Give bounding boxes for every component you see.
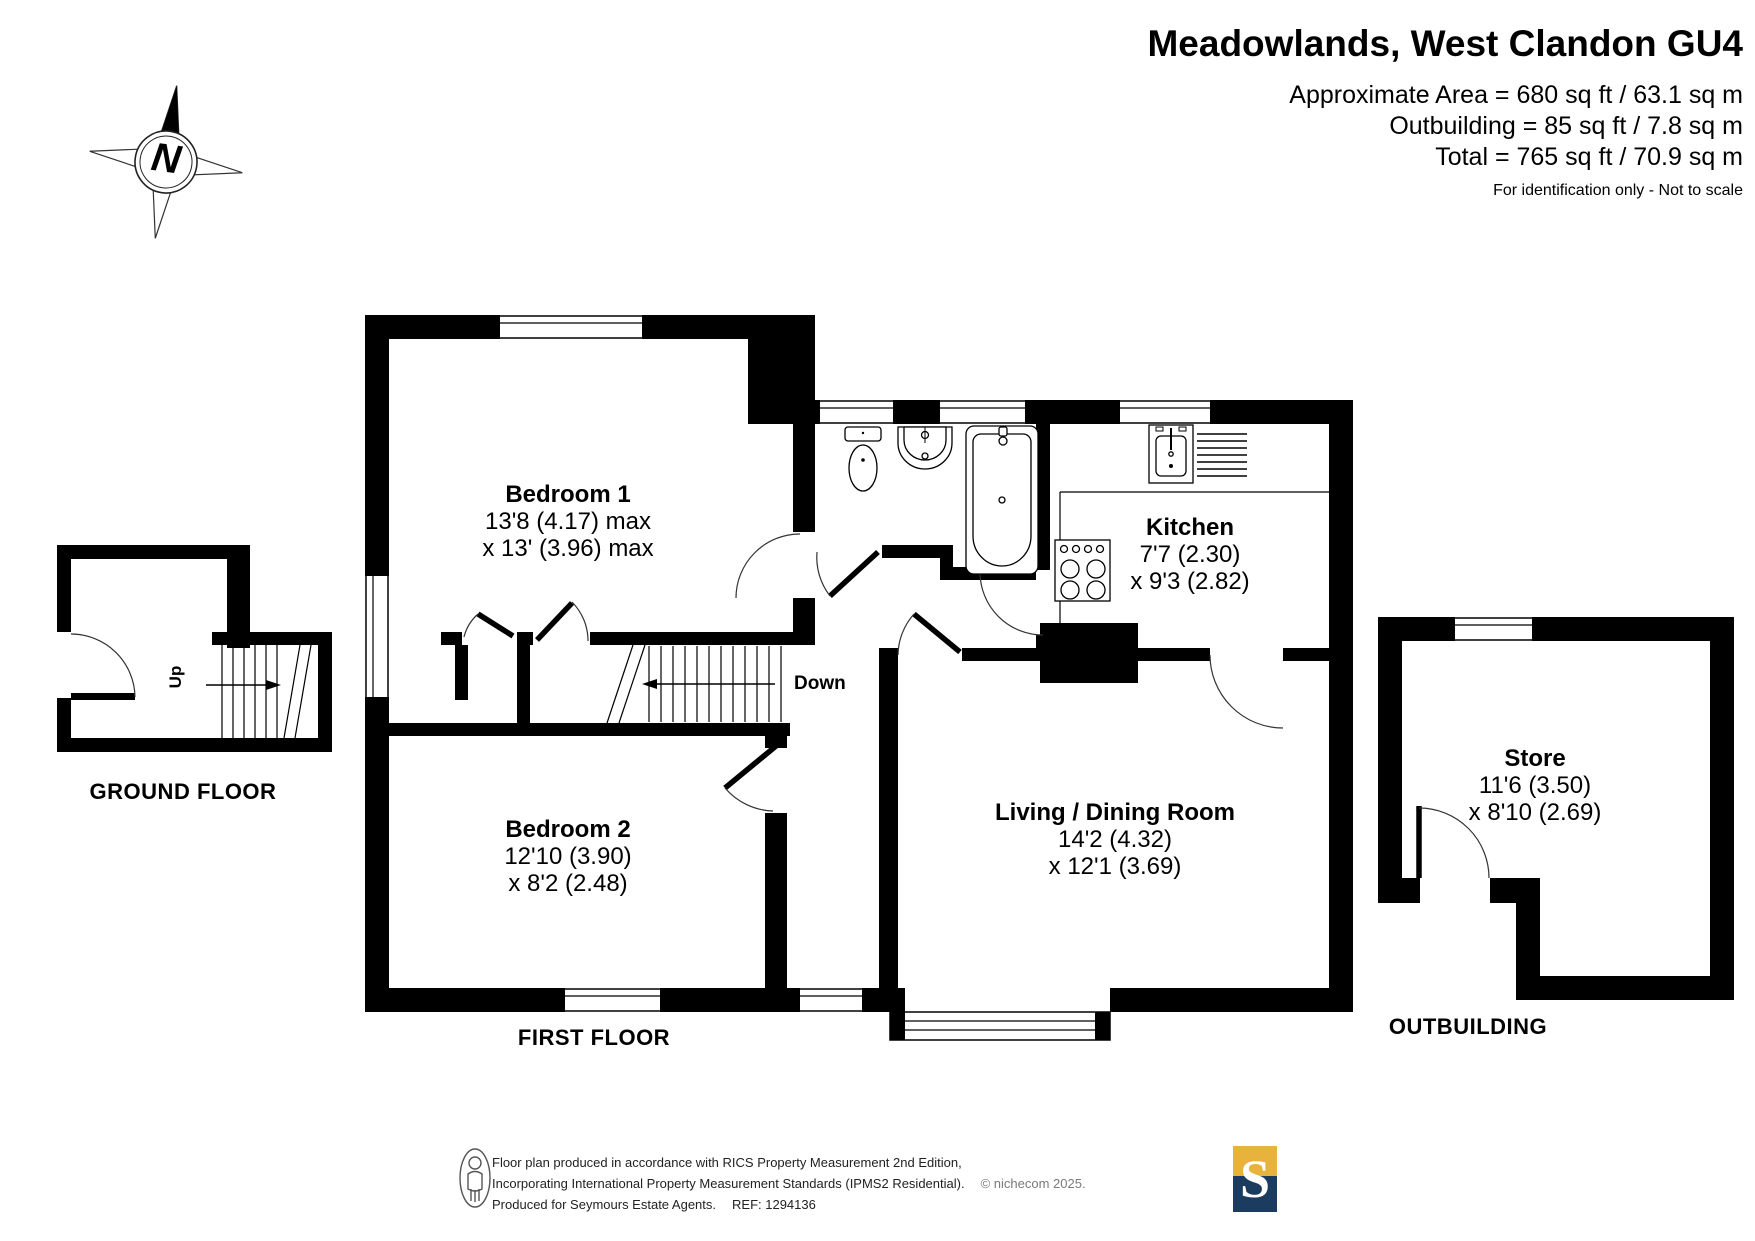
footer-copyright: © nichecom 2025. xyxy=(980,1176,1086,1191)
ground-stairs-icon xyxy=(222,645,311,738)
ground-floor-walls xyxy=(57,545,332,752)
footer-line1: Floor plan produced in accordance with RICS Property Measurement 2nd Edition, xyxy=(492,1155,962,1170)
store-dim1: 11'6 (3.50) xyxy=(1478,772,1592,799)
stairs-down-label: Down xyxy=(794,673,846,694)
bedroom1-dim2: x 13' (3.96) max xyxy=(482,535,654,562)
living-dining-dim1: 14'2 (4.32) xyxy=(1057,826,1172,853)
bathtub-icon xyxy=(966,426,1038,574)
footer-line3 xyxy=(492,1194,1086,1215)
bedroom1-name: Bedroom 1 xyxy=(505,481,631,508)
basin-icon xyxy=(898,427,952,469)
bay-window xyxy=(890,988,1110,1040)
header xyxy=(1147,24,1743,200)
kitchen-name: Kitchen xyxy=(1145,514,1234,541)
seymours-logo xyxy=(1233,1146,1277,1212)
outbuilding-title: OUTBUILDING xyxy=(1388,1014,1548,1039)
first-floor-plan xyxy=(365,315,1353,1040)
total-area: Total = 765 sq ft / 70.9 sq m xyxy=(1435,143,1743,171)
ground-door-arc xyxy=(71,634,135,697)
hob-icon xyxy=(1055,540,1110,601)
kitchen-label xyxy=(1130,514,1249,595)
footer-produced-for: Produced for Seymours Estate Agents. xyxy=(492,1197,717,1212)
compass-north-label: N xyxy=(148,135,184,183)
ground-floor-title: GROUND FLOOR xyxy=(89,779,277,804)
kitchen-sink-icon xyxy=(1149,425,1193,483)
ground-floor-plan xyxy=(57,545,332,752)
bedroom2-label xyxy=(504,816,631,897)
store-name: Store xyxy=(1504,745,1566,772)
living-dining-dim2: x 12'1 (3.69) xyxy=(1048,853,1182,880)
kitchen-dim1: 7'7 (2.30) xyxy=(1139,541,1241,568)
living-dining-label xyxy=(995,799,1235,880)
footer xyxy=(492,1152,1086,1215)
person-icon xyxy=(460,1149,490,1207)
footer-line2 xyxy=(492,1173,1086,1194)
bedroom2-name: Bedroom 2 xyxy=(505,816,631,843)
bedroom1-dim1: 13'8 (4.17) max xyxy=(484,508,651,535)
stairs-up-label: Up xyxy=(166,665,185,689)
scale-disclaimer: For identification only - Not to scale xyxy=(1493,182,1743,199)
bedroom2-dim1: 12'10 (3.90) xyxy=(504,843,632,870)
store-dim2: x 8'10 (2.69) xyxy=(1468,799,1602,826)
kitchen-dim2: x 9'3 (2.82) xyxy=(1130,568,1250,595)
page-title: Meadowlands, West Clandon GU4 xyxy=(1147,23,1743,64)
footer-ipms-text: Incorporating International Property Measurement Standards (IPMS2 Residential). xyxy=(492,1176,965,1191)
footer-ref: REF: 1294136 xyxy=(732,1197,816,1212)
living-dining-name: Living / Dining Room xyxy=(995,799,1235,826)
outbuilding-area: Outbuilding = 85 sq ft / 7.8 sq m xyxy=(1389,112,1743,140)
bedroom1-label xyxy=(482,481,653,562)
first-floor-title: FIRST FLOOR xyxy=(517,1025,671,1050)
outbuilding-window xyxy=(1455,617,1532,641)
bedroom2-dim2: x 8'2 (2.48) xyxy=(508,870,628,897)
kitchen-drainer-icon xyxy=(1197,434,1247,476)
approximate-area: Approximate Area = 680 sq ft / 63.1 sq m xyxy=(1289,81,1743,109)
store-label xyxy=(1469,745,1602,826)
seymours-logo-letter: S xyxy=(1239,1149,1271,1209)
toilet-icon xyxy=(845,427,881,491)
